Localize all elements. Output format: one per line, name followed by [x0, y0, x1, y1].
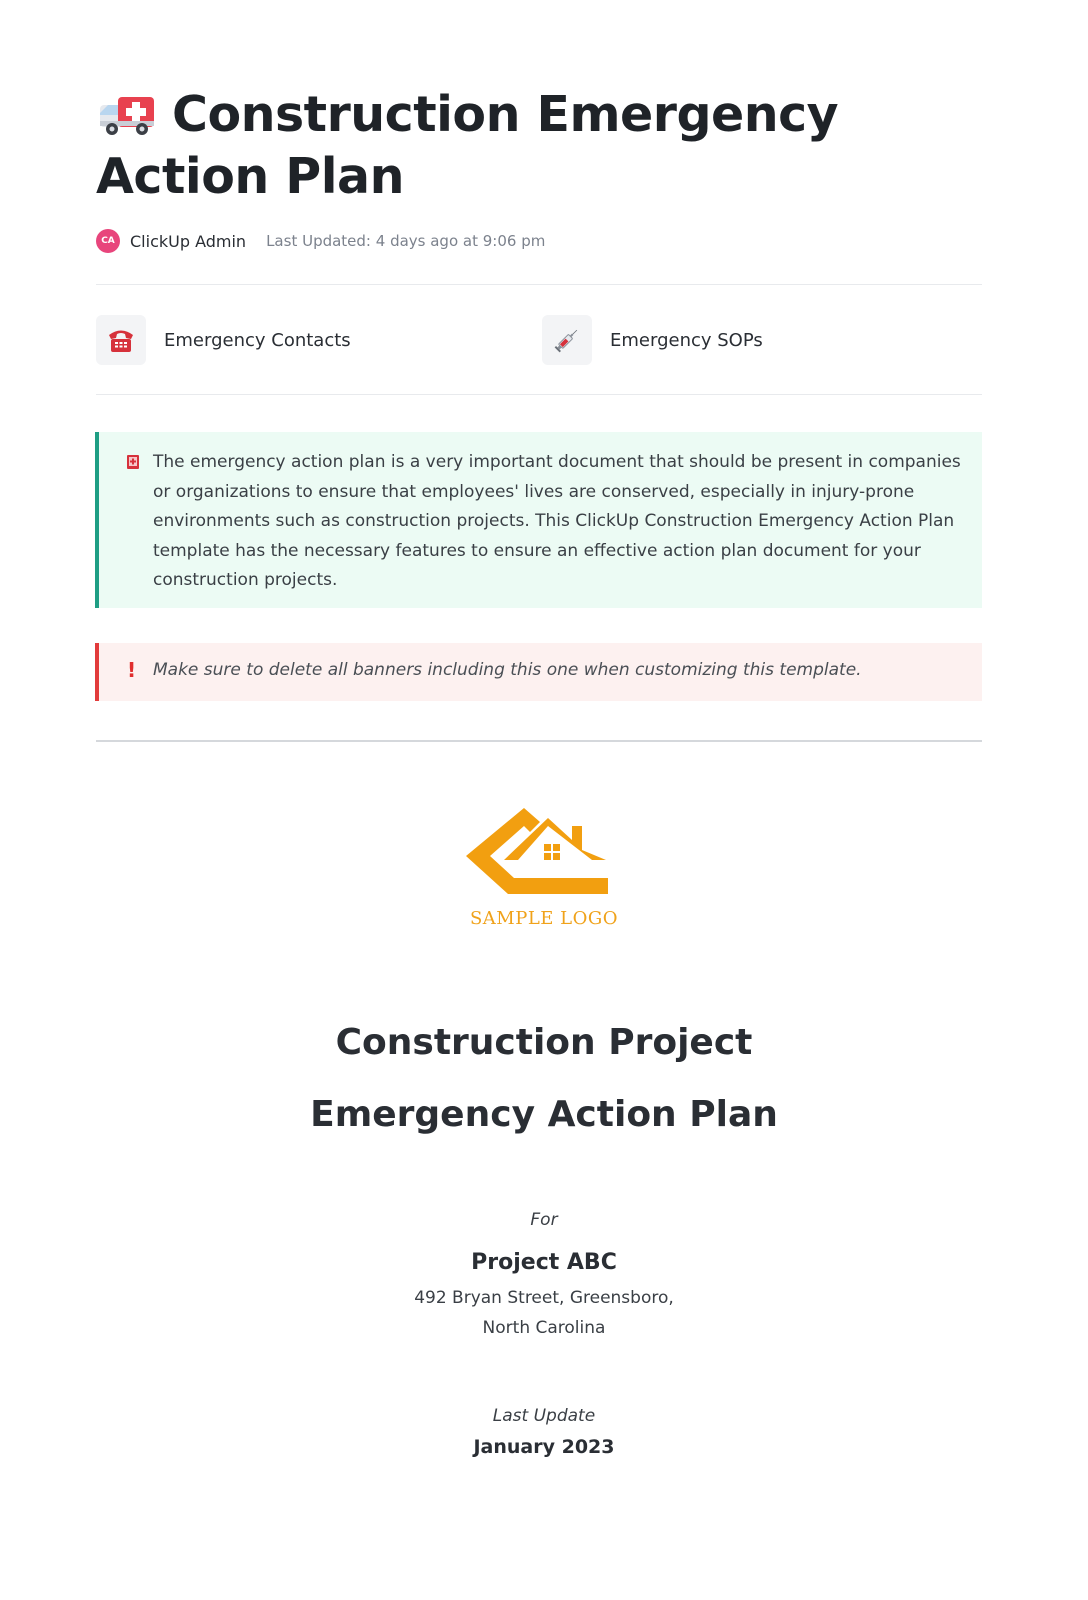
last-update-label: Last Update	[492, 1406, 596, 1426]
project-name: Project ABC	[471, 1250, 617, 1275]
warning-banner-text: Make sure to delete all banners including this one when customizing this template.	[153, 660, 862, 680]
for-label: For	[530, 1210, 558, 1230]
linked-docs	[96, 312, 982, 368]
doc-meta	[96, 228, 545, 254]
telephone-icon	[96, 315, 146, 365]
link-label: Emergency Contacts	[164, 329, 351, 351]
warning-banner[interactable]	[95, 643, 982, 701]
syringe-icon	[542, 315, 592, 365]
document-title-line1: Construction Project	[335, 1022, 753, 1063]
divider	[96, 284, 982, 285]
page-title-text: Construction Emergency Action Plan	[96, 86, 839, 205]
exclamation-icon: !	[127, 658, 137, 682]
page-title-row	[96, 84, 976, 208]
divider	[96, 740, 982, 742]
divider	[96, 394, 982, 395]
link-emergency-contacts[interactable]	[96, 312, 351, 368]
address-line2: North Carolina	[482, 1318, 606, 1338]
avatar[interactable]: CA	[96, 229, 120, 253]
link-label: Emergency SOPs	[610, 329, 763, 351]
author-name[interactable]: ClickUp Admin	[130, 231, 247, 251]
book-icon	[125, 454, 141, 470]
document-title-line2: Emergency Action Plan	[310, 1094, 778, 1135]
last-update-date: January 2023	[473, 1436, 615, 1458]
info-banner-text: The emergency action plan is a very important document that should be present in companies or organizations to ensure that employees' lives are conserved, especially in injury-prone environments such as construction projects. This ClickUp Construction Emergency Action Plan template has the necessary features to ensure an effective action plan document for your construction projects.	[153, 452, 961, 590]
info-banner[interactable]	[95, 432, 982, 608]
sample-logo-text: SAMPLE LOGO	[469, 908, 619, 929]
ambulance-icon	[96, 91, 158, 137]
link-emergency-sops[interactable]	[542, 312, 763, 368]
address-line1: 492 Bryan Street, Greensboro,	[414, 1288, 674, 1308]
page-title[interactable]	[96, 84, 976, 208]
last-updated-text: Last Updated: 4 days ago at 9:06 pm	[266, 232, 546, 250]
